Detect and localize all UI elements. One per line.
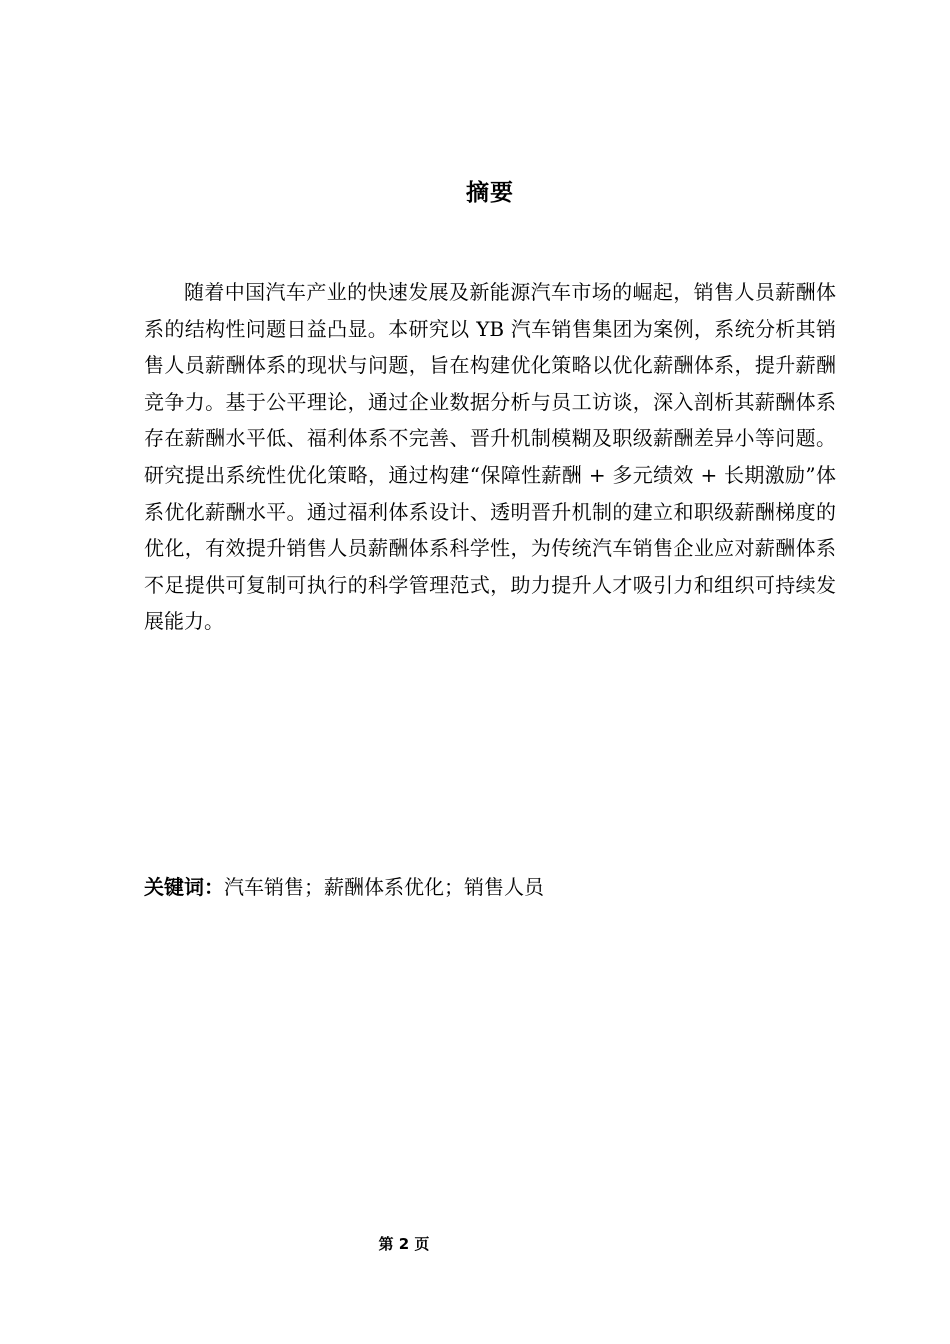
keywords-label: 关键词： — [144, 875, 224, 899]
abstract-paragraph: 随着中国汽车产业的快速发展及新能源汽车市场的崛起，销售人员薪酬体系的结构性问题日益凸显。本研究以 YB 汽车销售集团为案例，系统分析其销售人员薪酬体系的现状与问题，旨在构建优化策略以优化薪酬体系，提升薪酬竞争力。基于公平理论，通过企业数据分析与员工访谈，深入剖析其薪酬体系存在薪酬水平低、福利体系不完善、晋升机制模糊及职级薪酬差异小等问题。研究提出系统性优化策略，通过构建“保障性薪酬 + 多元绩效 + 长期激励”体系优化薪酬水平。通过福利体系设计、透明晋升机制的建立和职级薪酬梯度的优化，有效提升销售人员薪酬体系科学性，为传统汽车销售企业应对薪酬体系不足提供可复制可执行的科学管理范式，助力提升人才吸引力和组织可持续发展能力。 — [144, 280, 836, 634]
keywords-text: 汽车销售；薪酬体系优化；销售人员 — [224, 875, 544, 899]
abstract-title: 摘要 — [466, 180, 514, 206]
page-number: 第 2 页 — [378, 1235, 430, 1253]
keywords-line — [144, 871, 836, 903]
